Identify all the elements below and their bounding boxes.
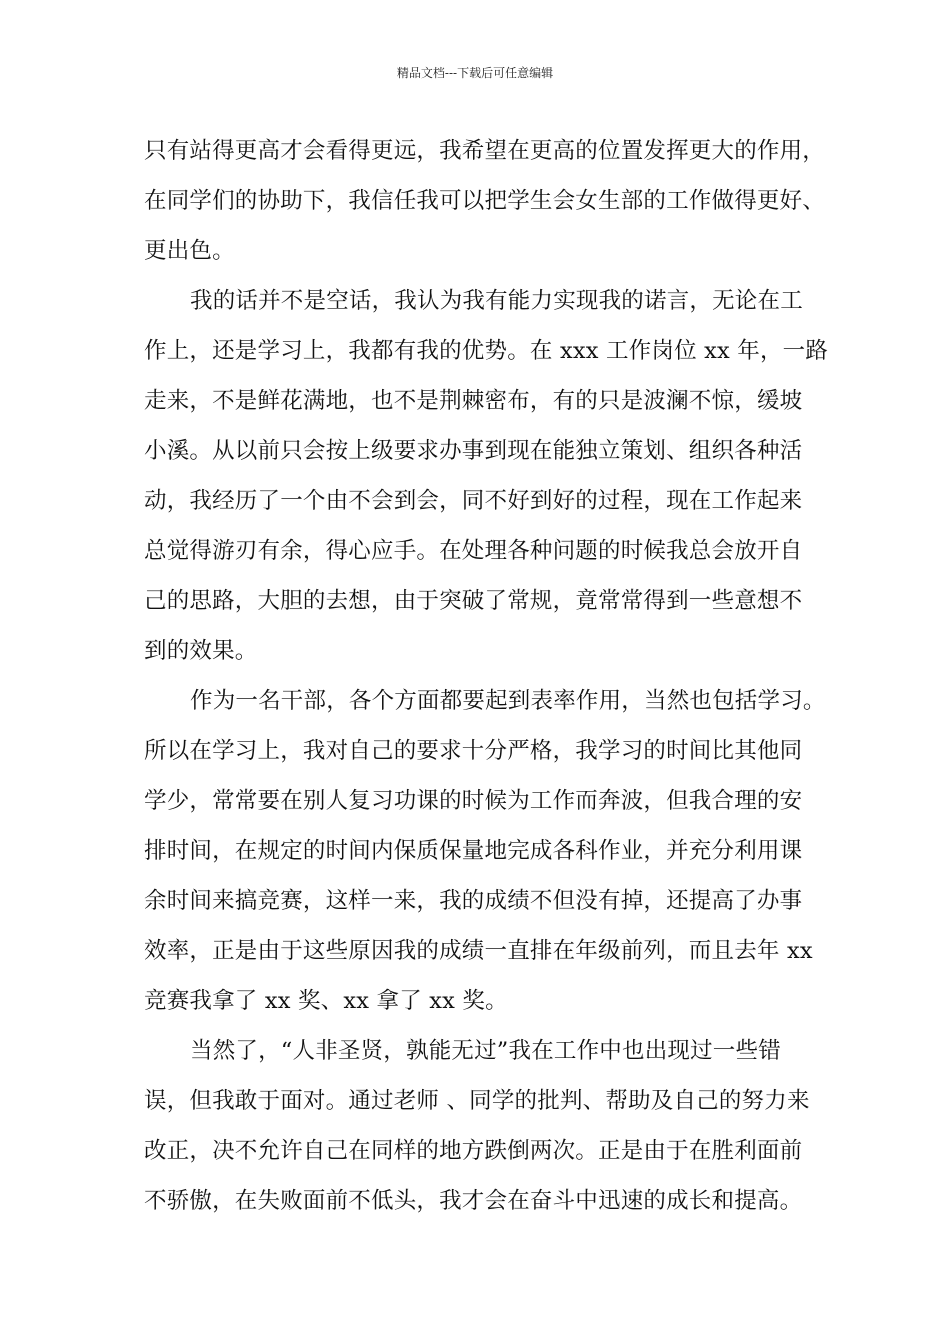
- text-line: 排时间，在规定的时间内保质保量地完成各科作业，并充分利用课: [144, 838, 803, 864]
- text-line: 当然了，“人非圣贤，孰能无过”我在工作中也出现过一些错: [190, 1038, 781, 1064]
- text-line: 学少，常常要在别人复习功课的时候为工作而奔波，但我合理的安: [144, 788, 803, 814]
- text-line: 到的效果。: [144, 638, 258, 664]
- text-line: 我的话并不是空话，我认为我有能力实现我的诺言，无论在工: [190, 288, 803, 314]
- text-line: 作为一名干部，各个方面都要起到表率作用，当然也包括学习。: [190, 688, 826, 714]
- text-line: 效率，正是由于这些原因我的成绩一直排在年级前列，而且去年 xx: [144, 938, 813, 964]
- text-line: 所以在学习上，我对自己的要求十分严格，我学习的时间比其他同: [144, 738, 803, 764]
- paragraph-4: [144, 1026, 824, 1226]
- text-line: 总觉得游刃有余，得心应手。在处理各种问题的时候我总会放开自: [144, 538, 803, 564]
- text-line: 只有站得更高才会看得更远，我希望在更高的位置发挥更大的作用，: [144, 138, 826, 164]
- paragraph-1: [144, 126, 824, 276]
- document-body: [144, 126, 829, 1226]
- text-line: 作上，还是学习上，我都有我的优势。在 xxx 工作岗位 xx 年，一路: [144, 338, 829, 364]
- text-line: 走来，不是鲜花满地，也不是荆棘密布，有的只是波澜不惊，缓坡: [144, 388, 803, 414]
- text-line: 动，我经历了一个由不会到会，同不好到好的过程，现在工作起来: [144, 488, 803, 514]
- paragraph-3: [144, 676, 824, 1026]
- text-line: 误，但我敢于面对。通过老师 、同学的批判、帮助及自己的努力来: [144, 1088, 810, 1114]
- text-line: 小溪。从以前只会按上级要求办事到现在能独立策划、组织各种活: [144, 438, 803, 464]
- text-line: 在同学们的协助下，我信任我可以把学生会女生部的工作做得更好、: [144, 188, 826, 214]
- text-line: 更出色。: [144, 238, 235, 264]
- paragraph-2: [144, 276, 829, 676]
- text-line: 不骄傲，在失败面前不低头，我才会在奋斗中迅速的成长和提高。: [144, 1188, 803, 1214]
- text-line: 余时间来搞竞赛，这样一来，我的成绩不但没有掉，还提高了办事: [144, 888, 803, 914]
- text-line: 己的思路，大胆的去想，由于突破了常规，竟常常得到一些意想不: [144, 588, 803, 614]
- page-header: 精品文档---下载后可任意编辑: [396, 66, 554, 80]
- text-line: 竞赛我拿了 xx 奖、xx 拿了 xx 奖。: [144, 988, 508, 1014]
- text-line: 改正，决不允许自己在同样的地方跌倒两次。正是由于在胜利面前: [144, 1138, 803, 1164]
